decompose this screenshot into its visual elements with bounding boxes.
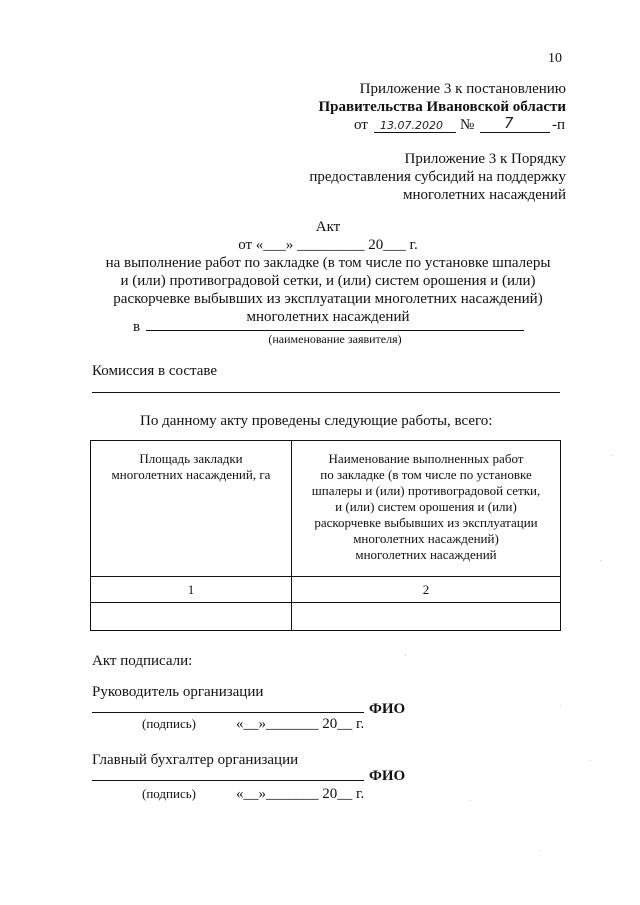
commission-line bbox=[92, 392, 560, 393]
act-title: Акт bbox=[315, 219, 341, 235]
col-number-1: 1 bbox=[91, 577, 292, 603]
signature-line-accountant bbox=[92, 780, 364, 781]
header-works-line: и (или) систем орошения и (или) bbox=[335, 499, 517, 514]
sign-caption-accountant: (подпись) bbox=[142, 786, 196, 801]
procedure-line-3: многолетних насаждений bbox=[402, 187, 566, 203]
handwritten-date: 13.07.2020 bbox=[380, 119, 443, 132]
header-area-line: многолетних насаждений, га bbox=[111, 467, 271, 482]
number-sign: № bbox=[460, 117, 475, 133]
commission-label: Комиссия в составе bbox=[92, 363, 218, 379]
procedure-line-2: предоставления субсидий на поддержку bbox=[309, 169, 566, 185]
header-works-line: Наименование выполненных работ bbox=[328, 451, 524, 466]
act-description-line-1: на выполнение работ по закладке (в том числе по установке шпалеры bbox=[105, 255, 551, 271]
sign-date-director: «__»_______ 20__ г. bbox=[236, 716, 365, 732]
number-suffix: -п bbox=[552, 117, 566, 133]
scan-speck bbox=[600, 560, 601, 561]
number-underline bbox=[480, 132, 550, 133]
signature-line-director bbox=[92, 712, 364, 713]
ot-label: от bbox=[354, 117, 368, 133]
table-empty-row bbox=[91, 603, 561, 631]
signed-label: Акт подписали: bbox=[92, 653, 193, 669]
header-works-cell bbox=[292, 441, 561, 577]
signature-title-accountant: Главный бухгалтер организации bbox=[92, 752, 299, 768]
header-works-line: шпалеры и (или) противоградовой сетки, bbox=[311, 483, 541, 498]
works-table bbox=[90, 440, 561, 631]
act-description-line-4: многолетних насаждений bbox=[246, 309, 410, 325]
sign-caption-director: (подпись) bbox=[142, 716, 196, 731]
handwritten-number: 7 bbox=[504, 114, 514, 132]
empty-works-cell bbox=[292, 603, 561, 631]
scan-speck bbox=[590, 760, 591, 761]
header-works-line: раскорчевке выбывших из эксплуатации bbox=[314, 515, 538, 530]
page-number: 10 bbox=[548, 51, 562, 66]
header-works-line: по закладке (в том числе по установке bbox=[320, 467, 532, 482]
fio-label-director: ФИО bbox=[369, 701, 406, 717]
table-header-row bbox=[91, 441, 561, 577]
applicant-line bbox=[146, 330, 524, 331]
procedure-line-1: Приложение 3 к Порядку bbox=[404, 151, 566, 167]
act-date-line: от «___» _________ 20___ г. bbox=[238, 237, 418, 253]
header-area-line: Площадь закладки bbox=[139, 451, 243, 466]
scan-speck bbox=[612, 455, 613, 456]
scan-speck bbox=[405, 655, 406, 656]
scan-speck bbox=[540, 850, 541, 851]
fio-label-accountant: ФИО bbox=[369, 768, 406, 784]
act-description-line-2: и (или) противоградовой сетки, и (или) систем орошения и (или) bbox=[120, 273, 536, 289]
scan-speck bbox=[560, 705, 561, 706]
appendix-line-1: Приложение 3 к постановлению bbox=[359, 81, 566, 97]
sign-date-accountant: «__»_______ 20__ г. bbox=[236, 786, 365, 802]
scan-speck bbox=[470, 800, 471, 801]
header-area-cell bbox=[91, 441, 292, 577]
header-works-line: многолетних насаждений) bbox=[353, 531, 499, 546]
applicant-caption: (наименование заявителя) bbox=[268, 332, 402, 346]
empty-area-cell bbox=[91, 603, 292, 631]
header-works-line: многолетних насаждений bbox=[355, 547, 497, 562]
appendix-date-number-row bbox=[354, 116, 570, 134]
col-number-2: 2 bbox=[292, 577, 561, 603]
works-intro: По данному акту проведены следующие работы, всего: bbox=[140, 413, 493, 429]
appendix-line-2: Правительства Ивановской области bbox=[318, 99, 566, 115]
applicant-prefix: в bbox=[133, 319, 141, 335]
table-number-row bbox=[91, 577, 561, 603]
act-description-line-3: раскорчевке выбывших из эксплуатации многолетних насаждений) bbox=[113, 291, 543, 307]
signature-title-director: Руководитель организации bbox=[92, 684, 264, 700]
